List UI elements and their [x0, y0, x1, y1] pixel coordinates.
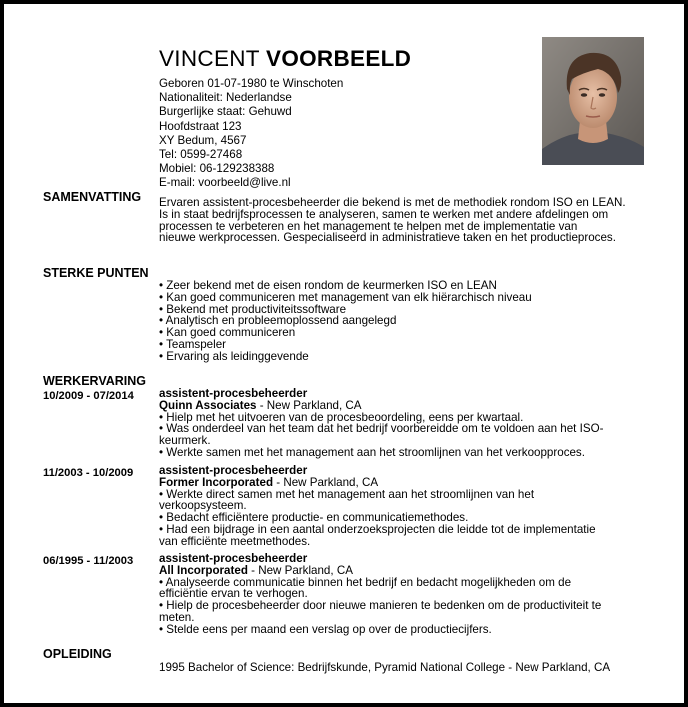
- first-name: VINCENT: [159, 46, 260, 71]
- company-location: - New Parkland, CA: [256, 398, 362, 412]
- summary-heading: SAMENVATTING: [43, 190, 142, 204]
- job-dates: 11/2003 - 10/2009: [43, 467, 134, 479]
- job-title: assistent-procesbeheerder: [159, 387, 308, 400]
- summary-text: [159, 197, 641, 244]
- job-entry: [159, 465, 641, 548]
- strength-item: • Zeer bekend met de eisen rondom de keurmerken ISO en LEAN: [159, 279, 497, 292]
- job-line: meten.: [159, 610, 195, 624]
- job-entry: [159, 388, 641, 459]
- job-title: assistent-procesbeheerder: [159, 464, 308, 477]
- job-entry: [159, 553, 641, 636]
- strength-item: • Kan goed communiceren: [159, 326, 296, 340]
- company-name: All Incorporated: [159, 563, 248, 577]
- candidate-name: [159, 46, 411, 72]
- job-line: • Bedacht efficiëntere productie- en communicatiemethodes.: [159, 511, 469, 525]
- job-line: • Werkte direct samen met het management aan het stroomlijnen van het: [159, 487, 535, 501]
- job-line: • Was onderdeel van het team dat het bedrijf voorbereidde om te voldoen aan het ISO-: [159, 422, 604, 436]
- phone-line: Tel: 0599-27468: [159, 148, 243, 162]
- nationality-line: Nationaliteit: Nederlandse: [159, 91, 292, 105]
- job-title: assistent-procesbeheerder: [159, 552, 308, 565]
- marital-status-line: Burgerlijke staat: Gehuwd: [159, 105, 292, 119]
- job-line: efficiëntie ervan te verhogen.: [159, 587, 308, 601]
- job-dates: 10/2009 - 07/2014: [43, 390, 134, 402]
- company-name: Former Incorporated: [159, 475, 274, 489]
- strength-item: • Ervaring als leidinggevende: [159, 349, 309, 363]
- job-line: keurmerk.: [159, 434, 211, 448]
- strength-item: • Teamspeler: [159, 337, 226, 351]
- mobile-line: Mobiel: 06-129238388: [159, 162, 275, 176]
- portrait-image: [542, 37, 644, 165]
- strengths-heading: STERKE PUNTEN: [43, 266, 149, 280]
- job-line: van efficiënte meetmethodes.: [159, 534, 311, 548]
- experience-heading: WERKERVARING: [43, 374, 147, 388]
- job-company-line: [159, 565, 641, 577]
- email-line: E-mail: voorbeeld@live.nl: [159, 176, 291, 190]
- last-name: VOORBEELD: [266, 46, 412, 71]
- job-line: verkoopsysteem.: [159, 499, 247, 513]
- strengths-list: [159, 280, 641, 363]
- profile-photo: [542, 37, 644, 165]
- job-company-line: [159, 400, 641, 412]
- company-location: - New Parkland, CA: [247, 563, 353, 577]
- summary-line: processen te verbeteren en het management te helpen met de implementatie van: [159, 219, 578, 233]
- summary-line: Ervaren assistent-procesbeheerder die bekend is met de methodiek rondom ISO en LEAN.: [159, 196, 626, 209]
- job-line: • Analyseerde communicatie binnen het bedrijf en bedacht mogelijkheden om de: [159, 575, 572, 589]
- education-text: 1995 Bachelor of Science: Bedrijfskunde, Pyramid National College - New Parkland, CA: [159, 661, 611, 674]
- summary-line: nieuwe werkprocessen. Gespecialiseerd in administratieve taken en het productieproces.: [159, 231, 616, 245]
- strength-item: • Bekend met productiviteitssoftware: [159, 302, 347, 316]
- contact-details: [159, 77, 343, 191]
- strength-item: • Kan goed communiceren met management van elk hiërarchisch niveau: [159, 290, 532, 304]
- summary-line: Is in staat bedrijfsprocessen te analyseren, samen te werken met andere afdelingen om: [159, 207, 609, 221]
- job-line: • Had een bijdrage in een aantal onderzoeksprojecten die leidde tot de implementatie: [159, 522, 596, 536]
- strength-item: • Analytisch en probleemoplossend aangelegd: [159, 314, 397, 328]
- company-location: - New Parkland, CA: [273, 475, 379, 489]
- job-line: • Stelde eens per maand een verslag op over de productiecijfers.: [159, 622, 492, 636]
- company-name: Quinn Associates: [159, 398, 257, 412]
- job-line: • Werkte samen met het management aan het stroomlijnen van het verkoopproces.: [159, 445, 585, 459]
- job-dates: 06/1995 - 11/2003: [43, 555, 134, 567]
- job-company-line: [159, 477, 641, 489]
- job-line: • Hielp met het uitvoeren van de procesbeoordeling, eens per kwartaal.: [159, 410, 524, 424]
- education-heading: OPLEIDING: [43, 647, 112, 661]
- street-line: Hoofdstraat 123: [159, 119, 242, 133]
- job-line: • Hielp de procesbeheerder door nieuwe manieren te bedenken om de productiviteit te: [159, 599, 602, 613]
- birth-line: Geboren 01-07-1980 te Winschoten: [159, 77, 344, 90]
- city-line: XY Bedum, 4567: [159, 133, 247, 147]
